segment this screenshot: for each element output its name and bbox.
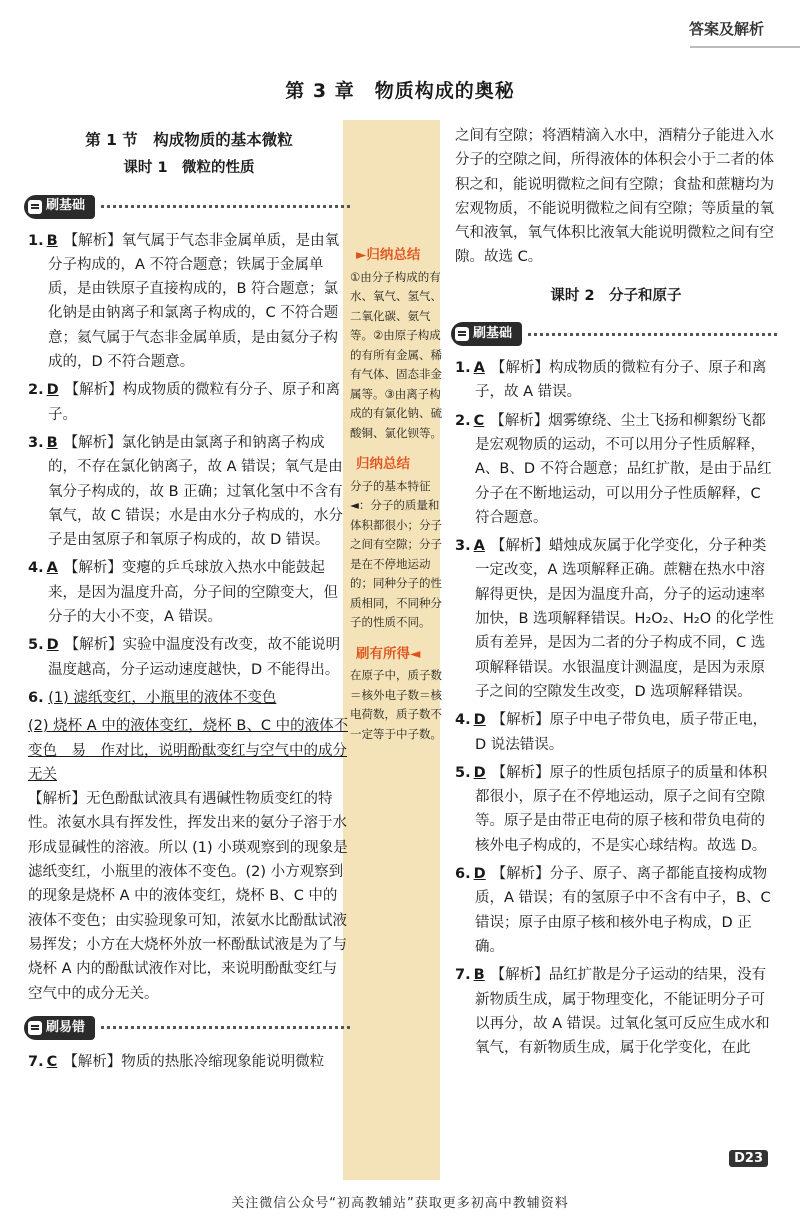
tag-row-basic — [24, 195, 350, 219]
item-text: 【解析】物质的热胀冷缩现象能说明微粒 — [63, 1053, 325, 1070]
item-text: 【解析】变瘪的乒乓球放入热水中能鼓起来，是因为温度升高，分子间的空隙变大，但分子的大小不变，A 错误。 — [48, 560, 338, 626]
dotted-rule — [101, 205, 350, 208]
item-text: 【解析】品红扩散是分子运动的结果，没有新物质生成，属于物理变化，不能证明分子可以再分，故 A 错误。过氧化氢可反应生成水和氧气，有新物质生成，属于化学变化，在此 — [475, 967, 770, 1057]
item-answer: A — [473, 538, 485, 555]
lesson-title-2: 课时 2 分子和原子 — [550, 287, 682, 304]
item-answer: C — [46, 1053, 58, 1070]
dotted-rule — [101, 1026, 350, 1029]
book-icon — [28, 200, 42, 214]
corner-tag: 答案及解析 — [688, 20, 764, 38]
tag-error — [24, 1016, 95, 1040]
side-text-1: ①由分子构成的有水、氧气、氢气、二氧化碳、氨气等。②由原子构成的有所有金属、稀有气体、固态非金属等。③由离子构成的有氯化钠、硫酸铜、氯化钡等。 — [350, 269, 442, 440]
item-number: 5. — [455, 764, 471, 781]
list-item — [455, 708, 777, 757]
item-number: 4. — [455, 712, 471, 729]
item-number: 1. — [455, 360, 471, 377]
item-number: 1. — [28, 232, 44, 249]
sidebar-notes — [350, 238, 442, 744]
item-number: 3. — [28, 434, 44, 451]
item-number: 2. — [28, 382, 44, 399]
list-item — [28, 556, 350, 629]
lesson-title: 课时 1 微粒的性质 — [123, 160, 255, 177]
item-answer: A — [473, 360, 485, 377]
item-answer: D — [46, 382, 59, 399]
tag-label: 刷基础 — [46, 198, 86, 214]
item-answer: D — [473, 712, 486, 729]
tag-label: 刷易错 — [46, 1019, 86, 1035]
list-item — [455, 761, 777, 858]
item-answer: D — [473, 866, 486, 883]
item-answer: D — [473, 764, 486, 781]
item-text: 【解析】原子中电子带负电，质子带正电，D 说法错误。 — [475, 712, 768, 753]
item-text: 【解析】原子的性质包括原子的质量和体积都很小，原子在不停地运动，原子之间有空隙等。原子是由带正电荷的原子核和带负电荷的核外电子构成的，不是实心球结构。故选 D。 — [475, 764, 768, 854]
side-text-3: 在原子中，质子数＝核外电子数＝核电荷数，质子数不一定等于中子数。 — [350, 668, 442, 741]
dotted-rule — [528, 333, 777, 336]
list-item — [28, 1050, 350, 1074]
item-number: 5. — [28, 637, 44, 654]
footer-note: 关注微信公众号“初高教辅站”获取更多初高中教辅资料 — [231, 1196, 569, 1211]
right-column — [455, 124, 777, 1064]
section-title: 第 1 节 构成物质的基本微粒 — [85, 131, 293, 149]
book-icon — [28, 1021, 42, 1035]
tag-row-basic-2 — [451, 322, 777, 346]
side-heading-3: 刷有所得◄ — [356, 645, 421, 662]
list-item — [28, 378, 350, 427]
side-heading-2: 归纳总结 — [356, 456, 410, 472]
tag-basic — [451, 322, 522, 346]
item-text: 【解析】氧气属于气态非金属单质，是由氧分子构成的，A 不符合题意；铁属于金属单质，是由铁原子直接构成的，B 符合题意；氯化钠是由钠离子和氯离子构成的，C 不符合题意；氦气属于气态非金属单质，是由氦分子构成的，D 不符合题意。 — [48, 232, 340, 371]
item-text: 【解析】烟雾缭绕、尘土飞扬和柳絮纷飞都是宏观物质的运动，不可以用分子性质解释，A、B、D 不符合题意；品红扩散，是由于品红分子在不断地运动，可以用分子性质解释，C 符合题意。 — [475, 412, 772, 526]
item-answer: D — [46, 637, 59, 654]
tag-basic — [24, 195, 95, 219]
list-item — [455, 409, 777, 530]
item-number: 2. — [455, 412, 471, 429]
left-column — [28, 128, 350, 1078]
item-text: 【解析】实验中温度没有改变，故不能说明温度越高，分子运动速度越快，D 不能得出。 — [48, 637, 341, 678]
item-answer: A — [46, 560, 58, 577]
list-item — [28, 431, 350, 552]
item-number: 4. — [28, 560, 44, 577]
side-heading-1: ►归纳总结 — [356, 247, 421, 263]
item-answer: B — [46, 434, 58, 451]
question-6 — [28, 686, 350, 710]
item-text: 【解析】氯化钠是由氯离子和钠离子构成的，不存在氯化钠离子，故 A 错误；氧气是由氧分子构成的，故 B 正确；过氧化氢中不含有氧气，故 C 错误；水是由水分子构成的，水分子是由氢原子和氧原子构成的，故 D 错误。 — [48, 434, 343, 549]
item-text: 【解析】分子、原子、离子都能直接构成物质，A 错误；有的氢原子中不含有中子，B、C 错误；原子由原子核和核外电子构成，D 正确。 — [475, 866, 771, 955]
list-item — [455, 534, 777, 704]
list-item — [455, 963, 777, 1060]
list-item — [455, 356, 777, 405]
tag-label: 刷基础 — [473, 325, 513, 341]
q6-answer-1: (1) 滤纸变红，小瓶里的液体不变色 — [48, 689, 277, 706]
item-number: 7. — [28, 1053, 44, 1070]
list-item — [28, 633, 350, 682]
tag-row-error — [24, 1016, 350, 1040]
page-number-badge: D23 — [729, 1150, 768, 1167]
item-answer: B — [46, 232, 58, 249]
item-text: 【解析】蜡烛成灰属于化学变化，分子种类一定改变，A 选项解释正确。蔗糖在热水中溶解得更快，是因为温度升高，分子的运动速率加快，B 选项解释错误。H₂O₂、H₂O 的化学性质有差异，是因为二者的分子构成不同，C 选项解释错误。水银温度计测温度，是因为汞原子之间的空隙发生改变，D 选项解释错误。 — [475, 538, 774, 700]
item-text: 【解析】构成物质的微粒有分子、原子和离子，故 A 错误。 — [475, 360, 767, 401]
item-number: 7. — [455, 967, 471, 984]
list-item — [28, 229, 350, 375]
item-answer: B — [473, 967, 485, 984]
item-answer: C — [473, 412, 485, 429]
item-number: 3. — [455, 538, 471, 555]
side-text-2: 分子的基本特征◄：分子的质量和体积都很小；分子之间有空隙；分子是在不停地运动的；同种分子的性质相同，不同种分子的性质不同。 — [350, 478, 442, 629]
q6-explanation: 【解析】无色酚酞试液具有遇碱性物质变红的特性。浓氨水具有挥发性，挥发出来的氨分子溶于水形成显碱性的溶液。所以 (1) 小瑛观察到的现象是滤纸变红，小瓶里的液体不变色。(2) 小方观察到的现象是烧杯 A 中的液体变红，烧杯 B、C 中的液体不变色；由实验现象可知，浓氨水比酚酞试液易挥发；小方在大烧杯外放一杯酚酞试液是为了与烧杯 A 内的酚酞试液作对比，来说明酚酞变红与空气中的成分无关。 — [28, 791, 348, 1002]
corner-rule — [690, 46, 800, 48]
book-icon — [455, 327, 469, 341]
chapter-title: 第 3 章 物质构成的奥秘 — [285, 80, 515, 102]
list-item — [455, 862, 777, 959]
item-text: 【解析】构成物质的微粒有分子、原子和离子。 — [48, 382, 341, 423]
q6-answer-2: (2) 烧杯 A 中的液体变红，烧杯 B、C 中的液体不变色 易 作对比，说明酚酞变红与空气中的成分无关 — [28, 718, 349, 783]
continued-text: 之间有空隙；将酒精滴入水中，酒精分子能进入水分子的空隙之间，所得液体的体积会小于二者的体积之和，能说明微粒之间有空隙；食盐和蔗糖均为宏观物质，不能说明微粒之间有空隙；等质量的氧气和液氧，氧气体积比液氧大能说明微粒之间有空隙。故选 C。 — [455, 128, 774, 266]
item-number: 6. — [28, 689, 44, 706]
item-number: 6. — [455, 866, 471, 883]
